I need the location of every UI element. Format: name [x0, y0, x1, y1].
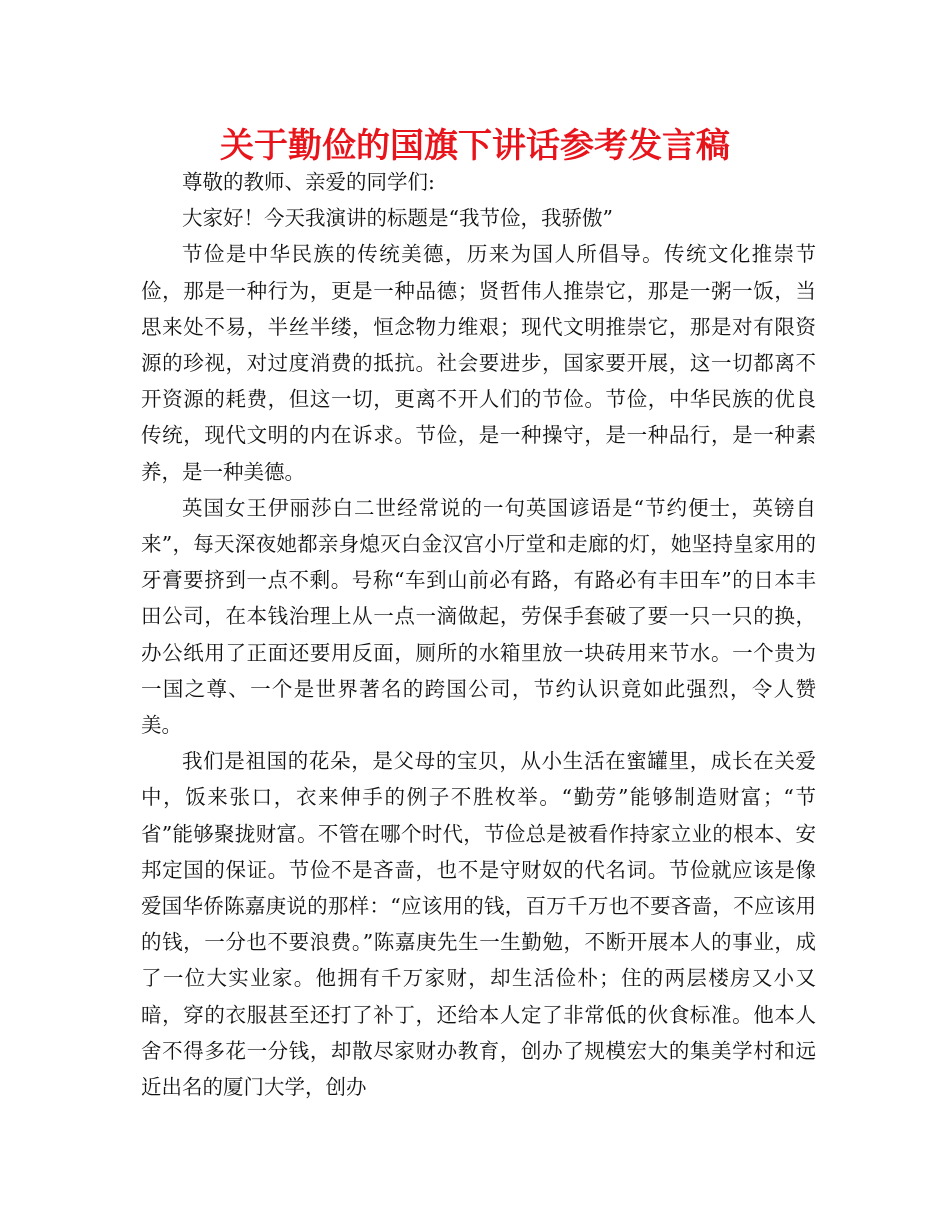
document-title: 关于勤俭的国旗下讲话参考发言稿 — [220, 126, 730, 166]
greeting-paragraph: 尊敬的教师、亲爱的同学们: — [182, 170, 435, 194]
body-paragraph: 英国女王伊丽莎白二世经常说的一句英国谚语是“节约便士，英镑自来”，每天深夜她都亲身熄灭白金汉宫小厅堂和走廊的灯，她坚持皇家用的牙膏要挤到一点不剩。号称“车到山前必有路，有路必有丰田车”的日本丰田公司，在本钱治理上从一点一滴做起，劳保手套破了要一只一只的换，办公纸用了正面还要用反面，厕所的水箱里放一块砖用来节水。一个贵为一国之尊、一个是世界著名的跨国公司，节约认识竟如此强烈，令人赞美。 — [141, 495, 816, 738]
body-paragraph: 节俭是中华民族的传统美德，历来为国人所倡导。传统文化推崇节俭，那是一种行为，更是一种品德；贤哲伟人推崇它，那是一粥一饭，当思来处不易，半丝半缕，恒念物力维艰；现代文明推崇它，那是对有限资源的珍视，对过度消费的抵抗。社会要进步，国家要开展，这一切都离不开资源的耗费，但这一切，更离不开人们的节俭。节俭，中华民族的优良传统，现代文明的内在诉求。节俭，是一种操守，是一种品行，是一种素养，是一种美德。 — [141, 242, 816, 484]
document-body — [141, 164, 816, 1105]
body-paragraph: 我们是祖国的花朵，是父母的宝贝，从小生活在蜜罐里，成长在关爱中，饭来张口，衣来伸手的例子不胜枚举。“勤劳”能够制造财富；“节省”能够聚拢财富。不管在哪个时代，节俭总是被看作持家立业的根本、安邦定国的保证。节俭不是吝啬，也不是守财奴的代名词。节俭就应该是像爱国华侨陈嘉庚说的那样：“应该用的钱，百万千万也不要吝啬，不应该用的钱，一分也不要浪费。”陈嘉庚先生一生勤勉，不断开展本人的事业，成了一位大实业家。他拥有千万家财，却生活俭朴；住的两层楼房又小又暗，穿的衣服甚至还打了补丁，还给本人定了非常低的伙食标准。他本人舍不得多花一分钱，却散尽家财办教育，创办了规模宏大的集美学村和远近出名的厦门大学，创办 — [141, 749, 816, 1100]
opening-paragraph: 大家好！今天我演讲的标题是“我节俭，我骄傲” — [182, 206, 613, 231]
